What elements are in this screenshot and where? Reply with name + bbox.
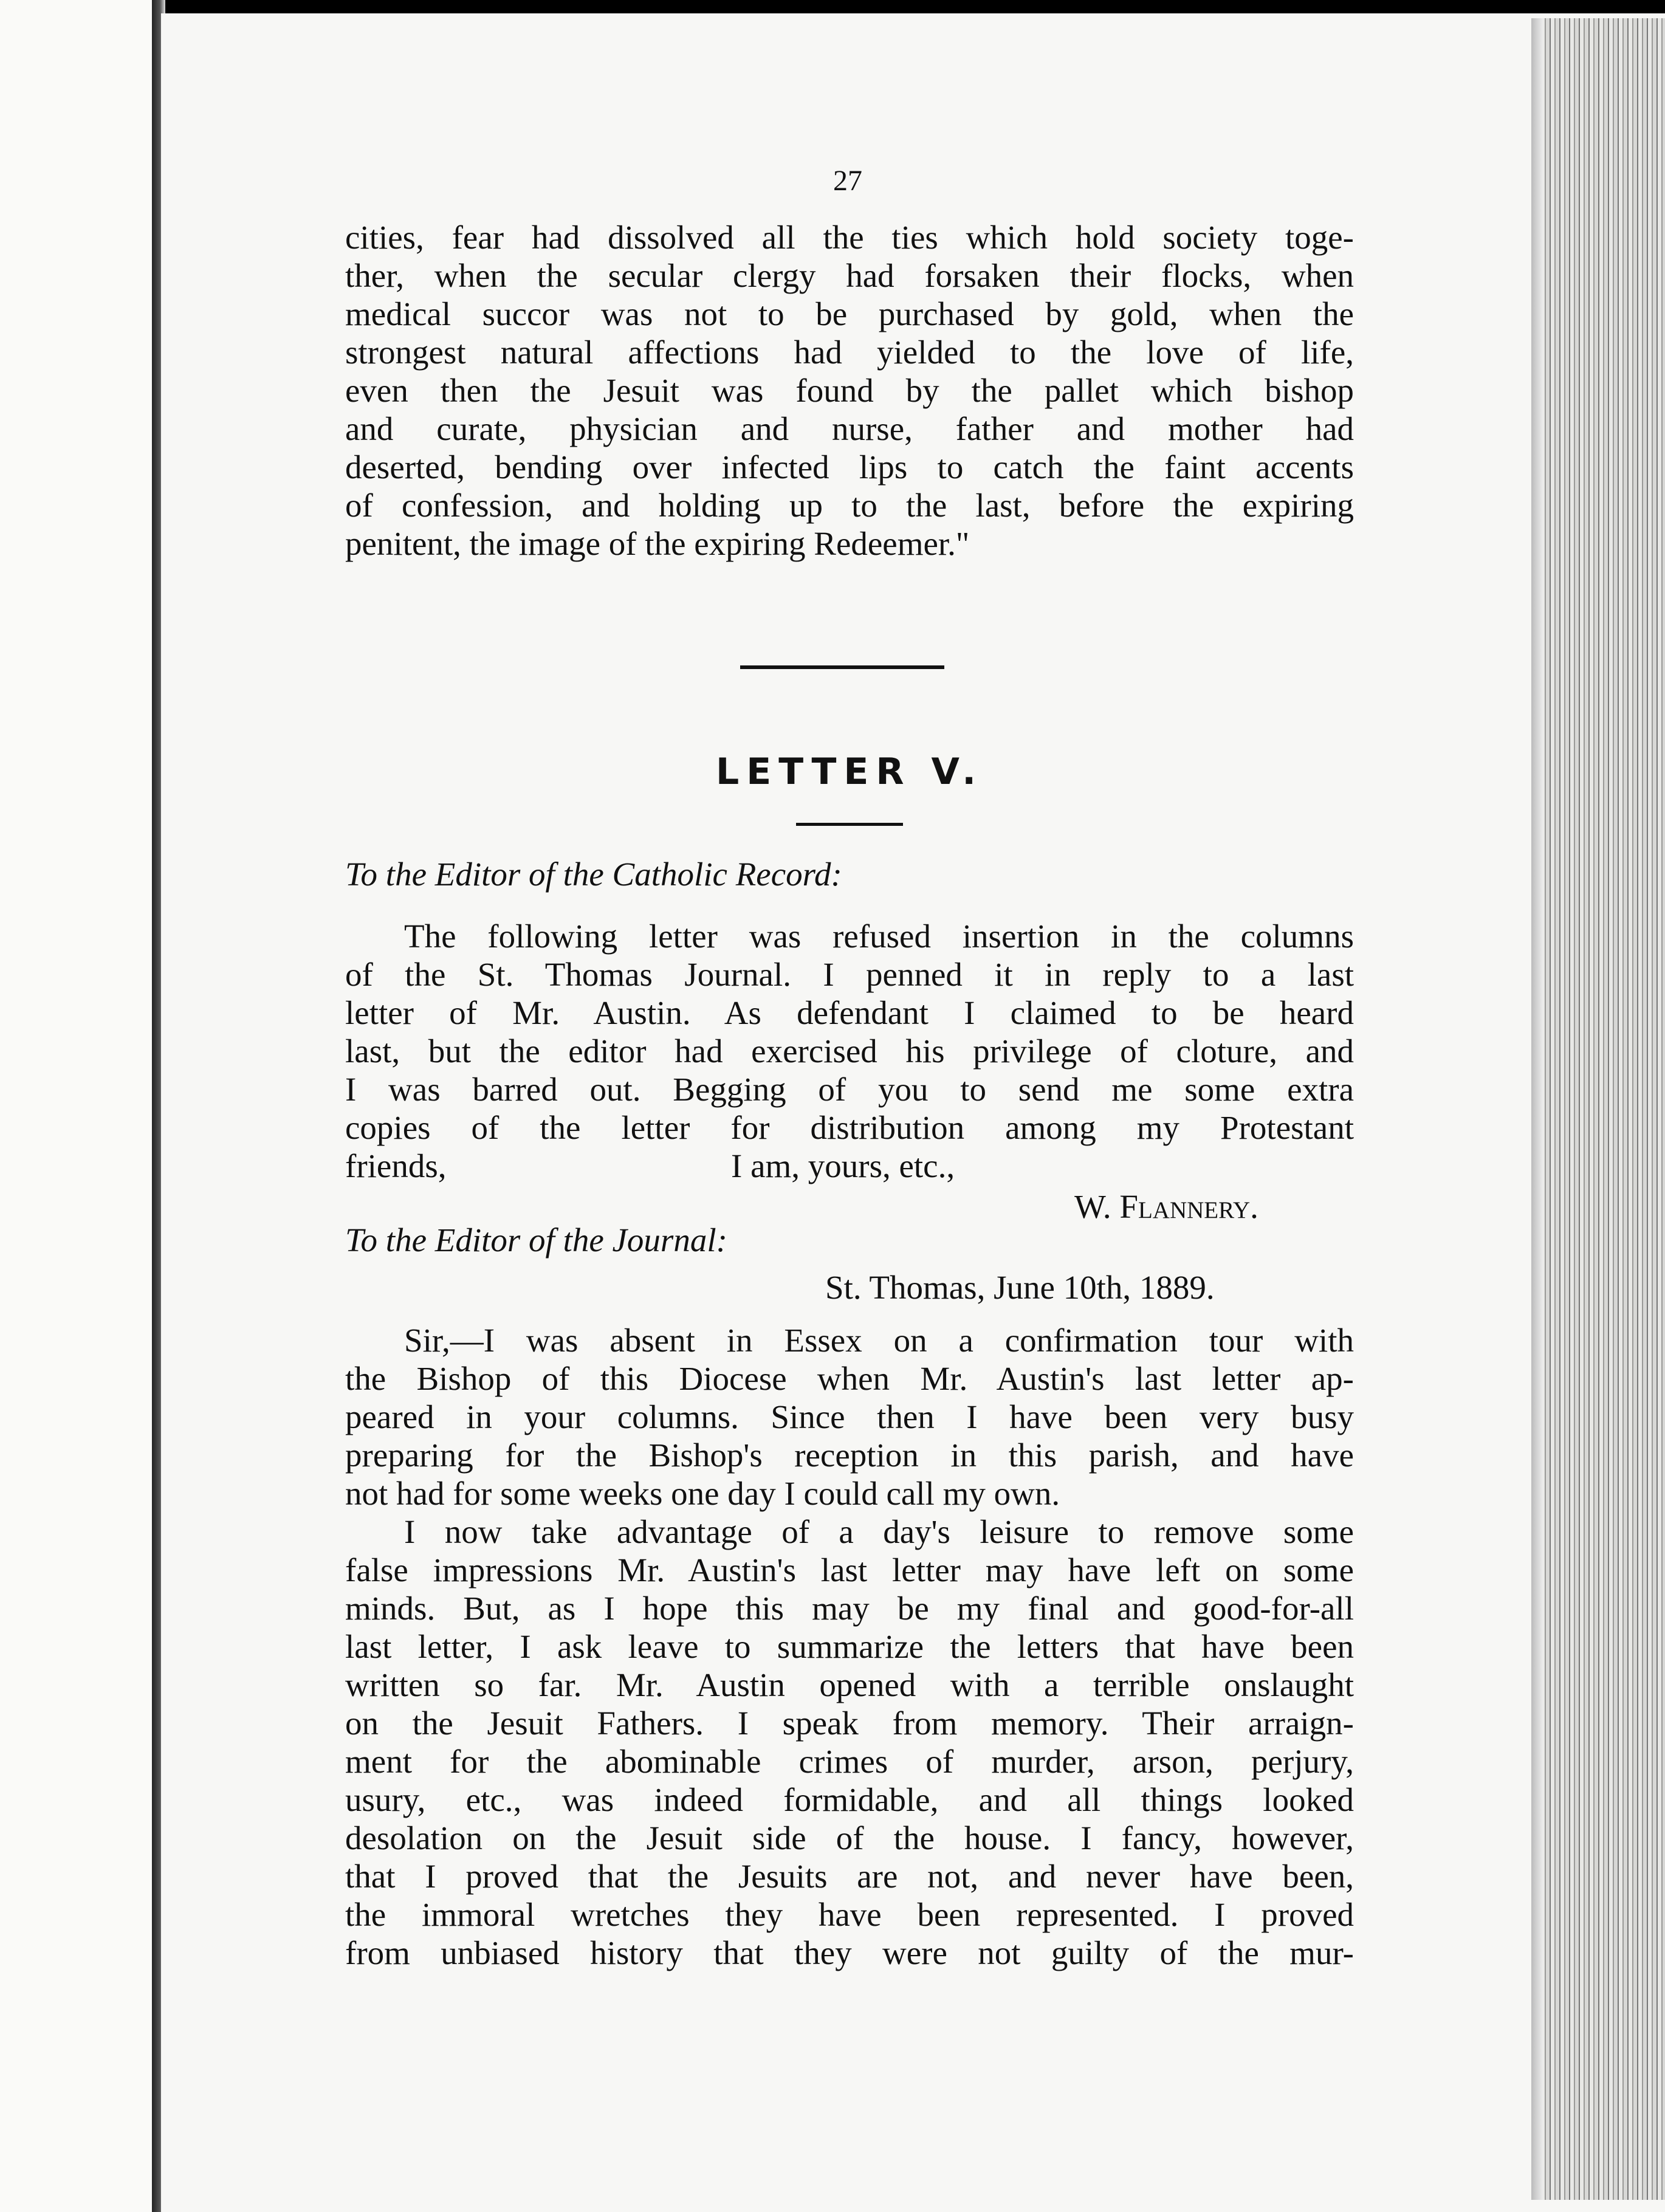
text-line: the Bishop of this Diocese when Mr. Austin's last letter ap- (345, 1360, 1354, 1397)
text-line: of the St. Thomas Journal. I penned it in reply to a last (345, 956, 1354, 993)
text-line: that I proved that the Jesuits are not, and never have been, (345, 1858, 1354, 1895)
letter-heading: LETTER V. (715, 750, 984, 793)
text-line: on the Jesuit Fathers. I speak from memory. Their arraign- (345, 1705, 1354, 1742)
page-stack-edge (1531, 18, 1665, 2200)
text-line: even then the Jesuit was found by the pallet which bishop (345, 372, 1354, 409)
facing-page-edge (0, 0, 152, 2212)
text-line: medical succor was not to be purchased by gold, when the (345, 295, 1354, 332)
text-line: last, but the editor had exercised his privilege of cloture, and (345, 1032, 1354, 1070)
text-line: desolation on the Jesuit side of the house. I fancy, however, (345, 1819, 1354, 1856)
text-line: written so far. Mr. Austin opened with a terrible onslaught (345, 1666, 1354, 1703)
text-line: I was barred out. Begging of you to send me some extra (345, 1071, 1354, 1108)
text-line: from unbiased history that they were not guilty of the mur- (345, 1934, 1354, 1971)
text-line: and curate, physician and nurse, father and mother had (345, 410, 1354, 447)
text-line: deserted, bending over infected lips to catch the faint accents (345, 448, 1354, 486)
text-line: preparing for the Bishop's reception in this parish, and have (345, 1437, 1354, 1474)
text-line: the immoral wretches they have been represented. I proved (345, 1896, 1354, 1933)
text-line: cities, fear had dissolved all the ties which hold society toge- (345, 219, 1354, 256)
text-line: strongest natural affections had yielded to the love of life, (345, 334, 1354, 371)
text-line: friends, (345, 1147, 447, 1184)
text-line: I am, yours, etc., (731, 1147, 955, 1184)
text-line: ment for the abominable crimes of murder, arson, perjury, (345, 1743, 1354, 1780)
signature: W. Flannery. (1074, 1188, 1258, 1225)
text-line: copies of the letter for distribution among my Protestant (345, 1109, 1354, 1146)
text-line: Sir,—I was absent in Essex on a confirmation tour with (404, 1322, 1354, 1359)
text-line: of confession, and holding up to the last, before the expiring (345, 487, 1354, 524)
text-line: false impressions Mr. Austin's last letter may have left on some (345, 1551, 1354, 1589)
text-line: not had for some weeks one day I could call my own. (345, 1475, 1060, 1512)
text-line: usury, etc., was indeed formidable, and all things looked (345, 1781, 1354, 1818)
section-divider (740, 665, 944, 669)
text-line: peared in your columns. Since then I have been very busy (345, 1398, 1354, 1435)
text-line: The following letter was refused insertion in the columns (404, 918, 1354, 955)
text-line: penitent, the image of the expiring Redeemer." (345, 525, 970, 562)
text-line: letter of Mr. Austin. As defendant I claimed to be heard (345, 994, 1354, 1031)
heading-rule (796, 823, 903, 826)
text-line: ther, when the secular clergy had forsaken their flocks, when (345, 257, 1354, 294)
text-line: minds. But, as I hope this may be my final and good-for-all (345, 1590, 1354, 1627)
text-line: last letter, I ask leave to summarize the letters that have been (345, 1628, 1354, 1665)
page-number: 27 (833, 165, 862, 197)
text-line: I now take advantage of a day's leisure to remove some (404, 1513, 1354, 1550)
